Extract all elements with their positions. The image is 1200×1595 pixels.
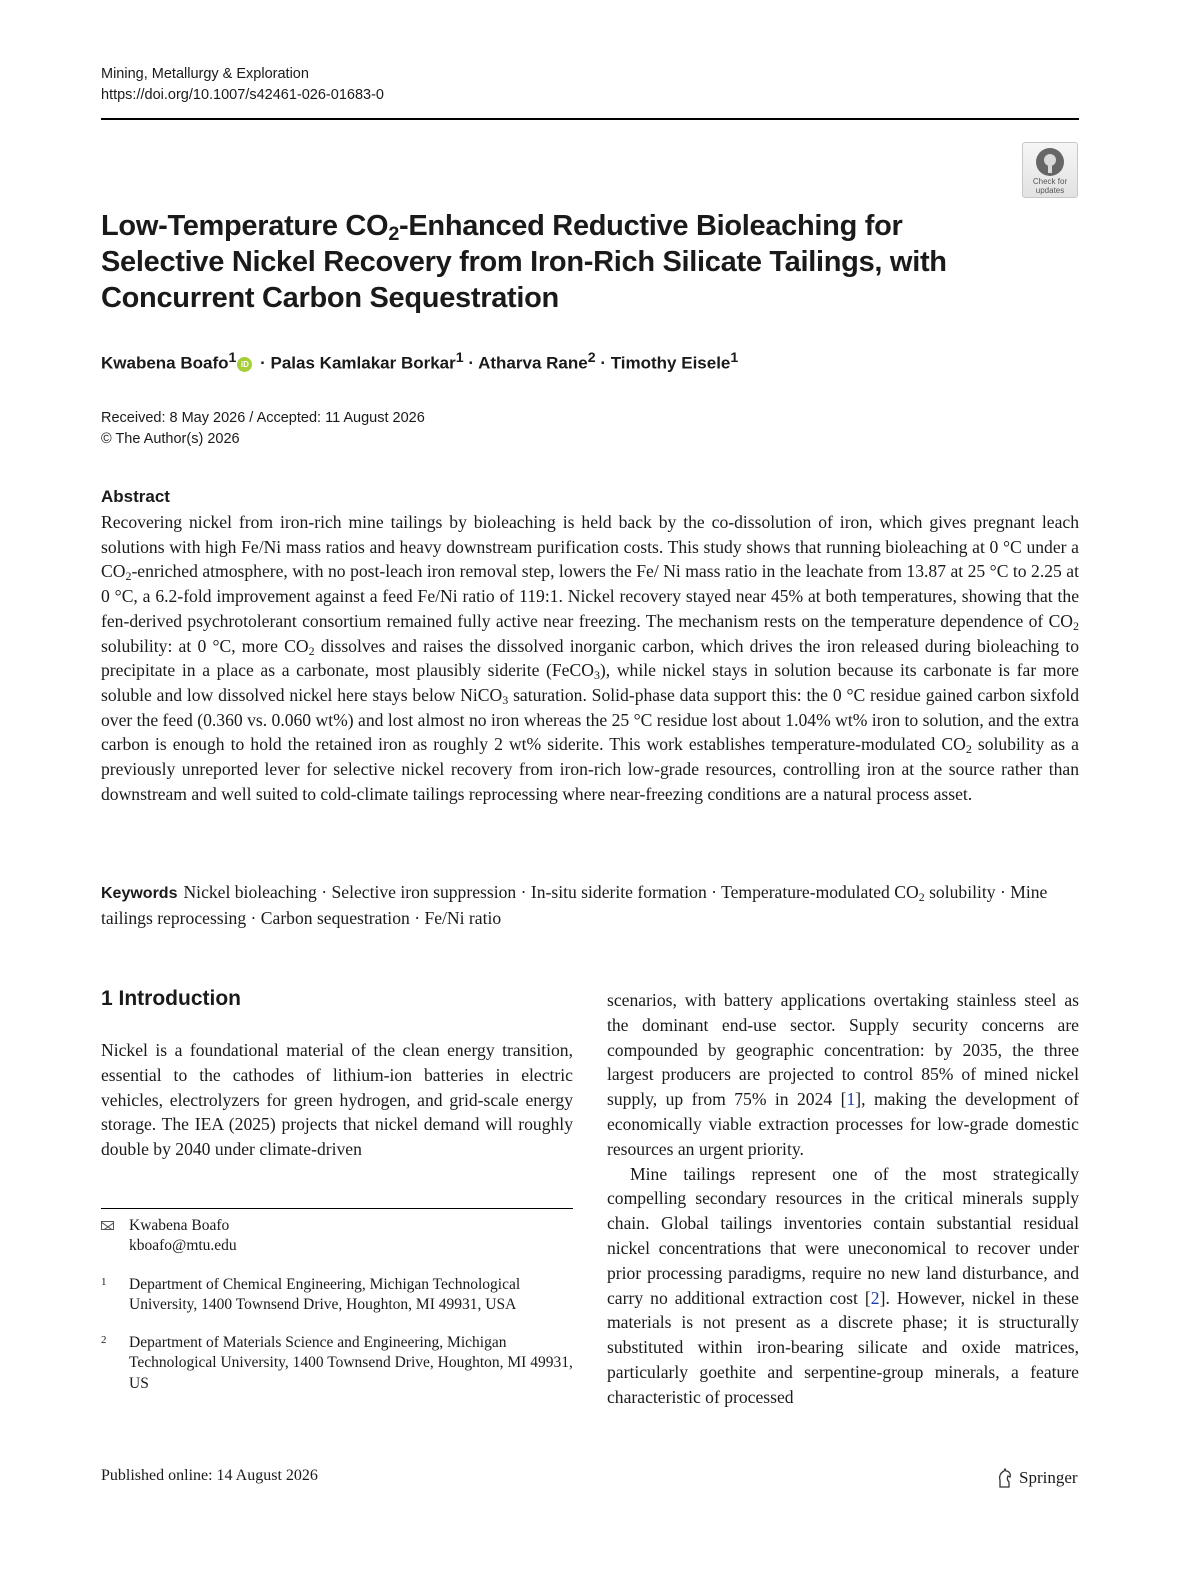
paragraph-text: Mine tailings represent one of the most strategically compelling secondary resources in the critical minerals supply chain. Global tailings inventories contain substantial residual nickel concentrations that were uneconomical to recover under prior processing paradigms, require no new land disturbance, and carry no additional extraction cost [ (607, 1163, 1079, 1308)
keywords-text: Nickel bioleaching · Selective iron suppression · In-situ siderite formation · Temperature-modulated CO (183, 882, 919, 902)
corresponding-name: Kwabena Boafo (129, 1217, 230, 1234)
author-affiliation: 1 (228, 350, 237, 366)
paper-title (101, 208, 1031, 316)
subscript: 2 (1073, 618, 1079, 633)
footnote-rule (101, 1208, 573, 1209)
paragraph-text: ], making the development of economically viable extraction processes for low-grade domestic resources an urgent priority. (607, 1089, 1079, 1159)
subscript: 2 (308, 643, 315, 658)
orcid-icon[interactable]: iD (237, 357, 252, 372)
subscript: 2 (125, 569, 132, 584)
keywords-label: Keywords (101, 885, 178, 902)
author-name[interactable]: Timothy Eisele (610, 353, 731, 373)
paragraph-text: scenarios, with battery applications overtaking stainless steel as the dominant end-use sector. Supply security concerns are compounded by geographic concentration: by 2035, the three largest producers are projected to control 85% of mined nickel supply, up from 75% in 2024 [ (607, 990, 1079, 1110)
left-column (101, 1038, 573, 1162)
subscript: 3 (593, 668, 600, 683)
footnotes (101, 1216, 573, 1412)
keywords-text: solubility · Mine tailings reprocessing · Carbon sequestration · Fe/Ni ratio (101, 882, 1048, 928)
intro-paragraph-2 (607, 988, 1079, 1162)
received-accepted: Received: 8 May 2026 / Accepted: 11 August 2026 (101, 410, 425, 426)
abstract-text: saturation. Solid-phase data support this: the 0 °C residue gained carbon sixfold over the feed (0.360 vs. 0.060 wt%) and lost almost no iron whereas the 25 °C residue lost about 1.04% wt% iron to solution, and the extra carbon is enough to hold the retained iron as roughly 2 wt% siderite. This work establishes temperature-modulated CO (101, 684, 1080, 755)
doi-link[interactable]: https://doi.org/10.1007/s42461-026-01683-0 (101, 87, 384, 103)
abstract-text: Recovering nickel from iron-rich mine tailings by bioleaching is held back by the co-dissolution of iron, which gives pregnant leach solutions with high Fe/Ni mass ratios and heavy downstream purification costs. This study shows that running bioleaching at 0 °C under a CO (101, 512, 1079, 582)
abstract-heading: Abstract (101, 487, 170, 506)
right-column (607, 988, 1079, 1410)
author-name[interactable]: Kwabena Boafo (101, 353, 229, 373)
abstract-text: solubility: at 0 °C, more CO (101, 635, 309, 656)
author-name[interactable]: Palas Kamlakar Borkar (270, 353, 456, 373)
abstract-text: solubility as a previously unreported lever for selective nickel recovery from iron-rich low-grade resources, controlling iron at the source rather than downstream and well suited to cold-climate tailings reprocessing where near-freezing conditions are a natural process asset. (101, 734, 1079, 804)
corresponding-email[interactable]: kboafo@mtu.edu (129, 1237, 237, 1255)
paragraph-text: ]. However, nickel in these materials is not present as a discrete phase; it is structurally substituted within iron-bearing silicate and oxide matrices, particularly goethite and serpentine-group minerals, a feature characteristic of processed (607, 1287, 1079, 1407)
publisher-name: Springer (1019, 1468, 1078, 1487)
subscript: 3 (502, 692, 509, 707)
affiliation-text: Department of Materials Science and Engineering, Michigan Technological University, 1400 Townsend Drive, Houghton, MI 49931, US (129, 1334, 573, 1392)
author-affiliation: 2 (587, 350, 596, 366)
intro-paragraph-1: Nickel is a foundational material of the clean energy transition, essential to the cathodes of lithium-ion batteries in electric vehicles, electrolyzers for green hydrogen, and grid-scale energy storage. The IEA (2025) projects that nickel demand will roughly double by 2040 under climate-driven (101, 1040, 573, 1160)
author-affiliation: 1 (730, 350, 739, 366)
keywords (101, 880, 1079, 931)
affiliation-number: 2 (101, 1334, 107, 1347)
subscript: 2 (965, 742, 972, 757)
title-part-2: -Enhanced Reductive Bioleaching for Selective Nickel Recovery from Iron-Rich Silicate Tailings, with Concurrent Carbon Sequestration (101, 210, 947, 314)
envelope-icon (101, 1221, 114, 1230)
article-dates (101, 408, 425, 450)
check-for-updates-badge[interactable] (1022, 142, 1078, 198)
abstract-text: -enriched atmosphere, with no post-leach iron removal step, lowers the Fe/ Ni mass ratio in the leachate from 13.87 at 25 °C to 2.25 at 0 °C, a 6.2-fold improvement against a feed Fe/Ni ratio of 119:1. Nickel recovery stayed near 45% at both temperatures, showing that the fen-derived psychrotolerant consortium remained fully active near freezing. The mechanism rests on the temperature dependence of CO (101, 561, 1079, 631)
intro-paragraph-3 (607, 1162, 1079, 1410)
affiliation-text: Department of Chemical Engineering, Michigan Technological University, 1400 Townsend Drive, Houghton, MI 49931, USA (129, 1275, 521, 1313)
abstract-body (101, 510, 1079, 806)
citation-link[interactable]: 2 (870, 1287, 880, 1308)
subscript: 2 (918, 889, 925, 904)
springer-logo (996, 1467, 1078, 1489)
citation-link[interactable]: 1 (846, 1089, 856, 1110)
badge-line-2: updates (1035, 186, 1065, 195)
abstract-text: ), while nickel stays in solution because its carbonate is far more soluble and low dissolved nickel here stays below NiCO (101, 660, 1079, 705)
header-rule (101, 118, 1079, 120)
journal-name: Mining, Metallurgy & Exploration (101, 66, 309, 82)
published-online: Published online: 14 August 2026 (101, 1467, 318, 1484)
corresponding-author (101, 1216, 573, 1257)
author-affiliation: 1 (455, 350, 464, 366)
author-name[interactable]: Atharva Rane (478, 353, 588, 373)
abstract-text: dissolves and raises the dissolved inorganic carbon, which drives the iron released during bioleaching to precipitate in a place as a carbonate, most plausibly siderite (FeCO (101, 635, 1080, 681)
copyright: © The Author(s) 2026 (101, 431, 240, 447)
journal-header (101, 64, 384, 106)
section-heading-introduction: 1 Introduction (101, 987, 241, 1010)
author-list: Kwabena Boafo$^1$ iD · Palas Kamlakar Borkar$^1$ · Atharva Rane$^2$ · Timothy Eisele$^1$ (101, 350, 739, 373)
affiliation-number: 1 (101, 1275, 107, 1288)
affiliation-1 (101, 1275, 573, 1316)
title-subscript: 2 (388, 222, 399, 245)
check-updates-icon (1036, 148, 1064, 176)
title-part-1: Low-Temperature CO (101, 210, 389, 242)
springer-horse-icon (996, 1468, 1014, 1488)
affiliation-2 (101, 1333, 573, 1394)
badge-line-1: Check for (1032, 177, 1068, 186)
